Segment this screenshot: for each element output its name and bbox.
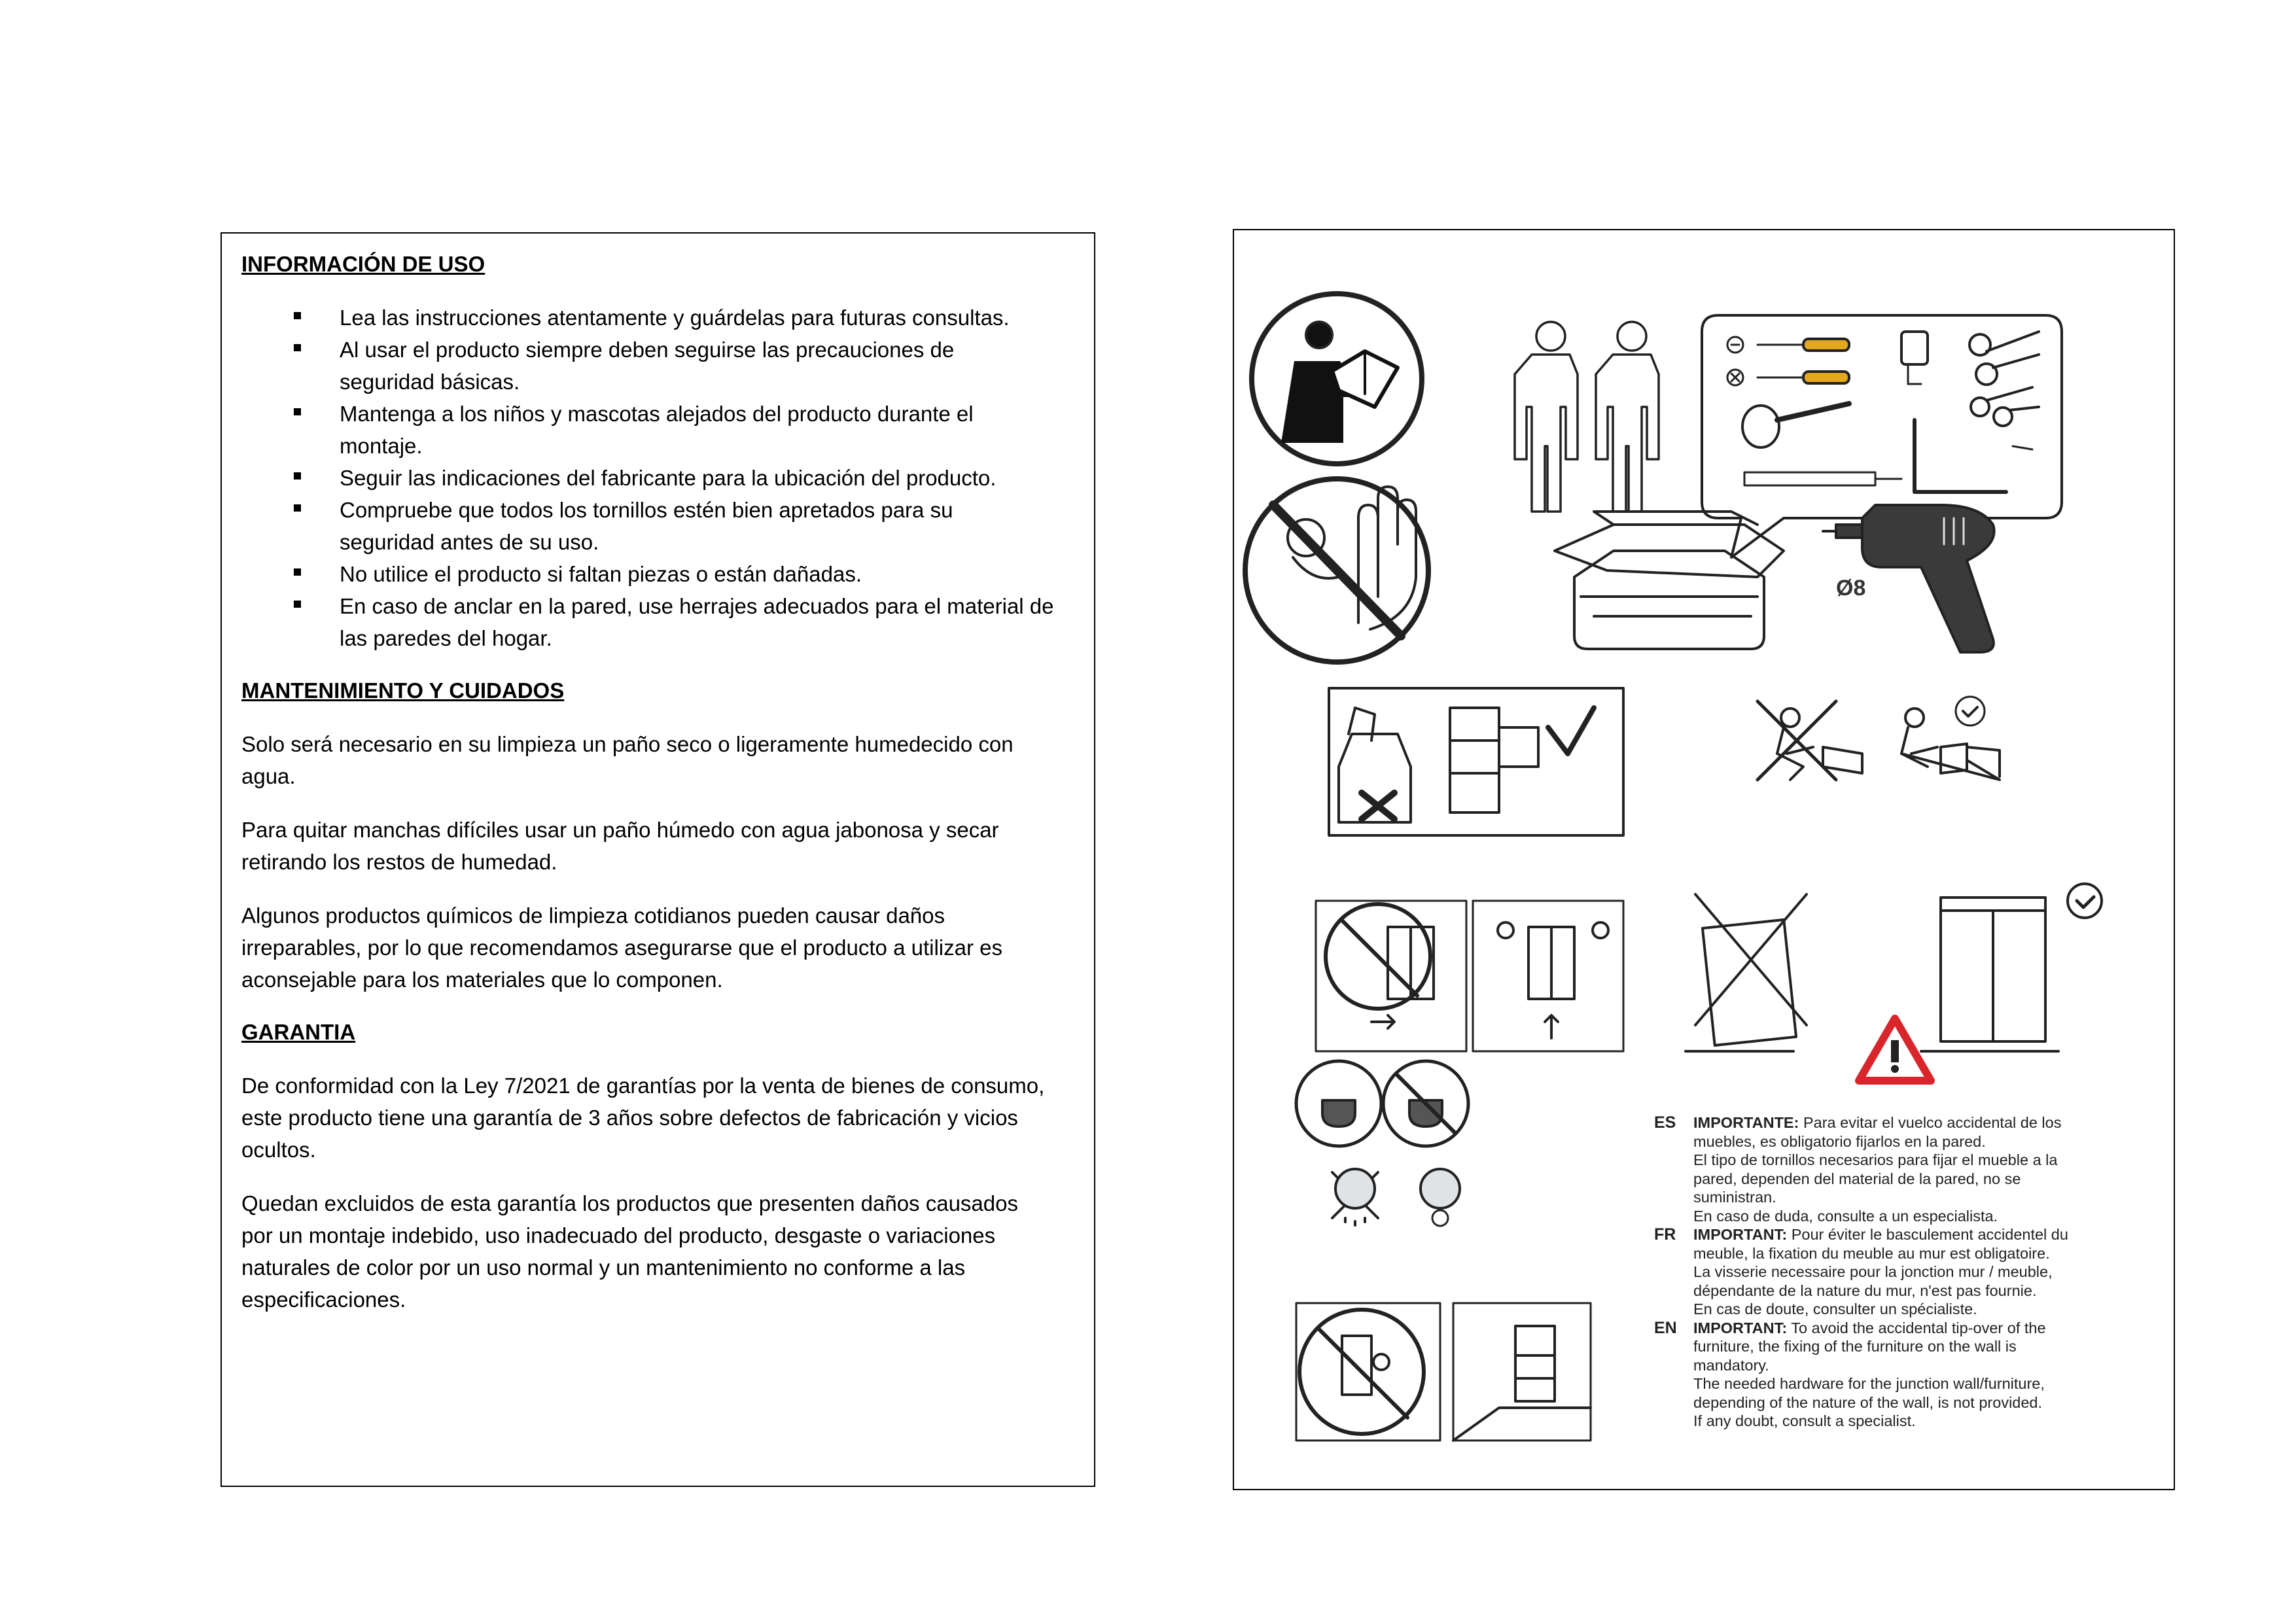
bullet-square-icon <box>294 568 301 576</box>
warning-en: EN IMPORTANT: To avoid the accidental tip-over of the furniture, the fixing of the furniture on the wall is mandatory. The needed hardware for the junction wall/furniture, depending of the nature of the wall, is not provided. If any doubt, consult a specialist. <box>1654 1318 2046 1429</box>
usage-bullet: No utilice el producto si faltan piezas o están dañadas. <box>241 558 1074 590</box>
maintenance-paragraph: Para quitar manchas difíciles usar un paño húmedo con agua jabonosa y secar retirando los restos de humedad. <box>241 818 999 874</box>
language-code: FR <box>1654 1225 1676 1244</box>
bullet-square-icon <box>294 408 301 415</box>
usage-bullet-list <box>241 302 1074 654</box>
warning-es: ES IMPORTANTE: Para evitar el vuelco accidental de los muebles, es obligatorio fijarlos en la pared. El tipo de tornillos necesarios para fijar el mueble a la pared, dependen del material de la pared, no se suministran. En caso de duda, consulte a un especialista. <box>1654 1113 2062 1225</box>
no-wet-cloth-icon <box>1332 1169 1460 1226</box>
warranty-title: GARANTIA <box>241 1020 356 1044</box>
usage-title: INFORMACIÓN DE USO <box>241 252 486 276</box>
language-code: ES <box>1654 1113 1676 1132</box>
wall-fixing-warning <box>1654 1113 2125 1431</box>
language-code: EN <box>1654 1318 1677 1337</box>
drill-size-label: Ø8 <box>1836 576 1866 601</box>
warning-icon <box>1859 1019 1931 1081</box>
close-doors-icon <box>1316 901 1623 1051</box>
toolbox-icon <box>1555 512 1784 649</box>
bullet-square-icon <box>294 344 301 351</box>
maintenance-paragraph: Solo será necesario en su limpieza un paño seco o ligeramente humedecido con agua. <box>241 732 1014 788</box>
no-hot-items-icon <box>1296 1061 1468 1146</box>
no-climbing-icon <box>1296 1303 1591 1440</box>
usage-bullet: Seguir las indicaciones del fabricante para la ubicación del producto. <box>241 462 1074 494</box>
usage-bullet: Al usar el producto siempre deben seguirse las precauciones de seguridad básicas. <box>241 334 1074 398</box>
bullet-square-icon <box>294 504 301 512</box>
no-overload-drawers-icon <box>1329 688 1623 835</box>
usage-bullet: En caso de anclar en la pared, use herrajes adecuados para el material de las paredes del hogar. <box>241 590 1074 654</box>
warranty-paragraph: De conformidad con la Ley 7/2021 de garantías por la venta de bienes de consumo, este producto tiene una garantía de 3 años sobre defectos de fabricación y vicios ocultos. <box>241 1073 1045 1162</box>
read-manual-icon <box>1252 294 1422 464</box>
maintenance-title: MANTENIMIENTO Y CUIDADOS <box>241 678 565 703</box>
bullet-square-icon <box>294 312 301 319</box>
bullet-square-icon <box>294 472 301 480</box>
no-children-icon <box>1245 479 1428 662</box>
pictogram-panel <box>1233 229 2175 1490</box>
bullet-square-icon <box>294 601 301 608</box>
warning-fr: FR IMPORTANT: Pour éviter le basculement accidentel du meuble, la fixation du meuble au mur est obligatoire. La visserie necessaire pour la jonction mur / meuble, dépendante de la nature du mur, n'est pas fournie. En cas de doute, consulter un spécialiste. <box>1654 1225 2068 1318</box>
usage-bullet: Compruebe que todos los tornillos estén bien apretados para su seguridad antes de su uso. <box>241 494 1074 558</box>
maintenance-paragraph: Algunos productos químicos de limpieza cotidianos pueden causar daños irreparables, por lo que recomendamos asegurarse que el producto a utilizar es aconsejable para los materiales que lo componen. <box>241 903 1002 992</box>
usage-bullet: Lea las instrucciones atentamente y guárdelas para futuras consultas. <box>241 302 1074 334</box>
usage-info-panel <box>221 232 1095 1487</box>
usage-bullet: Mantenga a los niños y mascotas alejados del producto durante el montaje. <box>241 398 1074 462</box>
drill-icon <box>1823 505 1994 652</box>
warranty-paragraph: Quedan excluidos de esta garantía los productos que presenten daños causados por un montaje indebido, uso inadecuado del producto, desgaste o variaciones naturales de color por un uso normal y un mantenimiento no conforme a las especificaciones. <box>241 1191 1018 1312</box>
assemble-on-floor-icon <box>1757 697 2000 780</box>
two-persons-icon <box>1515 322 1659 512</box>
